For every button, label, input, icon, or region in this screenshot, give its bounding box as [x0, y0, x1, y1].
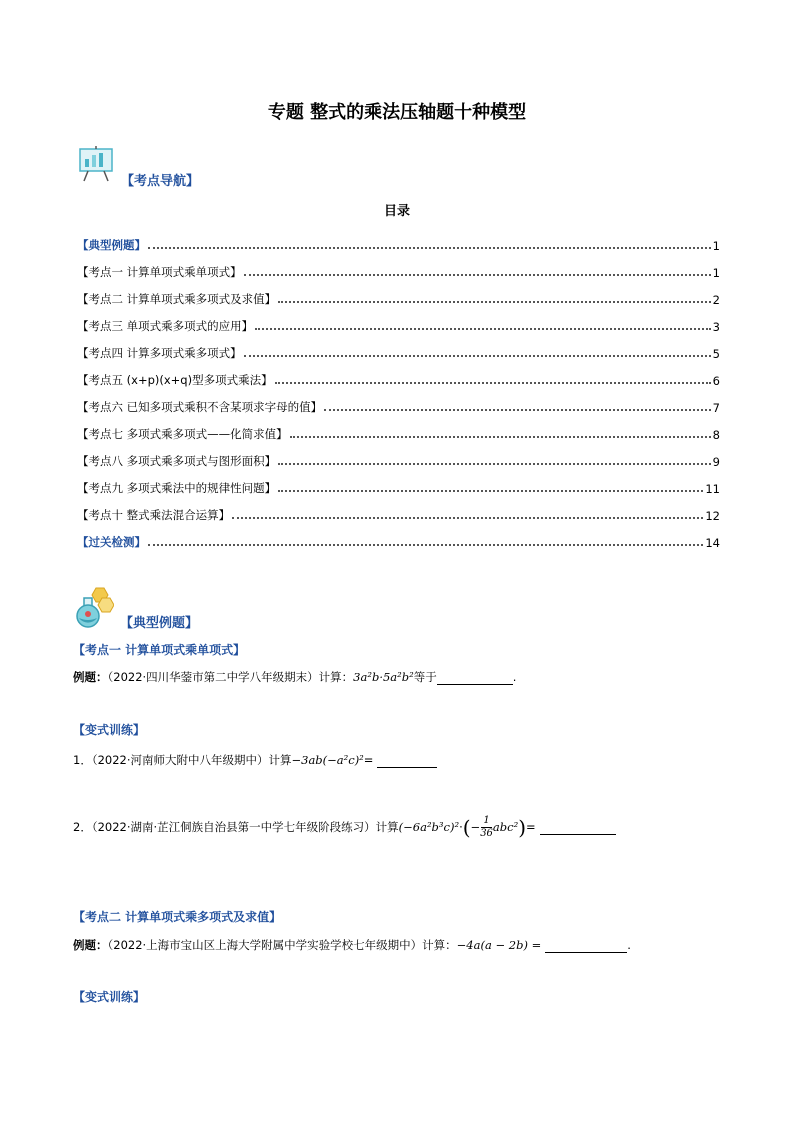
toc-row[interactable]	[77, 334, 720, 361]
equals-sign: =	[363, 753, 374, 767]
variant-heading-1: 【变式训练】	[73, 723, 146, 737]
question-source: （2022·河南师大附中八年级期中）计算	[91, 753, 292, 767]
example-source: （2022·上海市宝山区上海大学附属中学实验学校七年级期中）计算：	[107, 938, 457, 952]
dot-operator: ·	[459, 820, 463, 834]
toc-row[interactable]	[77, 388, 720, 415]
toc-label[interactable]: 【考点九 多项式乘法中的规律性问题】	[77, 481, 277, 495]
open-paren: (	[462, 815, 471, 840]
toc-row[interactable]	[77, 226, 720, 253]
question-2	[73, 815, 616, 840]
toc-row[interactable]	[77, 307, 720, 334]
toc-leader-dots	[278, 490, 703, 492]
toc-page-number: 12	[705, 509, 720, 523]
question-expression-b: abc²	[492, 820, 519, 834]
answer-blank[interactable]	[540, 820, 616, 835]
question-expression-a: (−6a²b³c)²	[398, 820, 460, 834]
toc-row[interactable]	[77, 415, 720, 442]
toc-label[interactable]: 【考点二 计算单项式乘多项式及求值】	[77, 292, 277, 306]
question-number: 2．	[73, 820, 92, 834]
answer-blank[interactable]	[377, 753, 437, 768]
point2-heading: 【考点二 计算单项式乘多项式及求值】	[73, 910, 282, 924]
fraction-numerator: 1	[483, 815, 490, 826]
toc-leader-dots	[275, 382, 711, 384]
toc-row[interactable]	[77, 496, 720, 523]
toc-leader-dots	[290, 436, 711, 438]
toc-row[interactable]	[77, 280, 720, 307]
toc-label[interactable]: 【考点三 单项式乘多项式的应用】	[77, 319, 254, 333]
toc-page-number: 1	[712, 266, 720, 280]
toc-leader-dots	[232, 517, 703, 519]
toc-page-number: 9	[712, 455, 720, 469]
table-of-contents	[77, 226, 720, 550]
toc-page-number: 11	[705, 482, 720, 496]
example-label: 例题：	[73, 938, 108, 952]
toc-page-number: 3	[712, 320, 720, 334]
example-source: （2022·四川华蓥市第二中学八年级期末）计算：	[107, 670, 354, 684]
answer-blank[interactable]	[437, 670, 513, 685]
examples-heading: 【典型例题】	[120, 616, 199, 631]
example-expression: 3a²b·5a²b²	[353, 670, 414, 684]
variant-heading-2: 【变式训练】	[73, 990, 146, 1004]
toc-label[interactable]: 【过关检测】	[77, 535, 146, 549]
example-end: .	[627, 938, 631, 952]
point1-example	[73, 669, 516, 685]
toc-row[interactable]	[77, 469, 720, 496]
point2-example	[73, 937, 631, 953]
toc-label[interactable]: 【考点一 计算单项式乘单项式】	[77, 265, 242, 279]
toc-label[interactable]: 【考点六 已知多项式乘积不含某项求字母的值】	[77, 400, 323, 414]
toc-leader-dots	[278, 463, 711, 465]
toc-label[interactable]: 【考点十 整式乘法混合运算】	[77, 508, 231, 522]
toc-page-number: 7	[712, 401, 720, 415]
toc-page-number: 5	[712, 347, 720, 361]
equals-sign: =	[526, 820, 536, 834]
toc-leader-dots	[244, 274, 711, 276]
toc-leader-dots	[148, 544, 703, 546]
question-1	[73, 752, 437, 768]
question-number: 1．	[73, 753, 92, 767]
point1-heading: 【考点一 计算单项式乘单项式】	[73, 643, 246, 657]
answer-blank[interactable]	[545, 938, 627, 953]
toc-leader-dots	[324, 409, 711, 411]
toc-row[interactable]	[77, 523, 720, 550]
toc-page-number: 1	[712, 239, 720, 253]
toc-leader-dots	[278, 301, 711, 303]
toc-page-number: 2	[712, 293, 720, 307]
nav-heading: 【考点导航】	[121, 174, 200, 189]
toc-label[interactable]: 【典型例题】	[77, 238, 146, 252]
toc-label[interactable]: 【考点七 多项式乘多项式——化简求值】	[77, 427, 288, 441]
example-suffix: 等于	[413, 670, 437, 684]
toc-title: 目录	[383, 204, 410, 219]
example-expression: −4a(a − 2b) =	[456, 938, 542, 952]
toc-label[interactable]: 【考点四 计算多项式乘多项式】	[77, 346, 242, 360]
toc-leader-dots	[148, 247, 711, 249]
page-title: 专题 整式的乘法压轴题十种模型	[267, 102, 527, 123]
toc-row[interactable]	[77, 442, 720, 469]
example-end: .	[512, 670, 517, 684]
toc-label[interactable]: 【考点五 (x+p)(x+q)型多项式乘法】	[77, 373, 273, 387]
question-expression: −3ab(−a²c)²	[291, 753, 364, 767]
close-paren: )	[518, 815, 527, 840]
toc-row[interactable]	[77, 361, 720, 388]
toc-page-number: 14	[705, 536, 720, 550]
whiteboard-icon	[76, 145, 116, 183]
question-source: （2022·湖南·芷江侗族自治县第一中学七年级阶段练习）计算	[91, 820, 399, 834]
toc-leader-dots	[255, 328, 711, 330]
toc-label[interactable]: 【考点八 多项式乘多项式与图形面积】	[77, 454, 277, 468]
toc-page-number: 6	[712, 374, 720, 388]
fraction-denominator: 36	[480, 828, 493, 839]
toc-page-number: 8	[712, 428, 720, 442]
flask-icon	[74, 586, 114, 628]
fraction	[480, 815, 493, 840]
toc-leader-dots	[244, 355, 711, 357]
minus-sign: −	[470, 820, 481, 834]
example-label: 例题：	[73, 670, 108, 684]
toc-row[interactable]	[77, 253, 720, 280]
